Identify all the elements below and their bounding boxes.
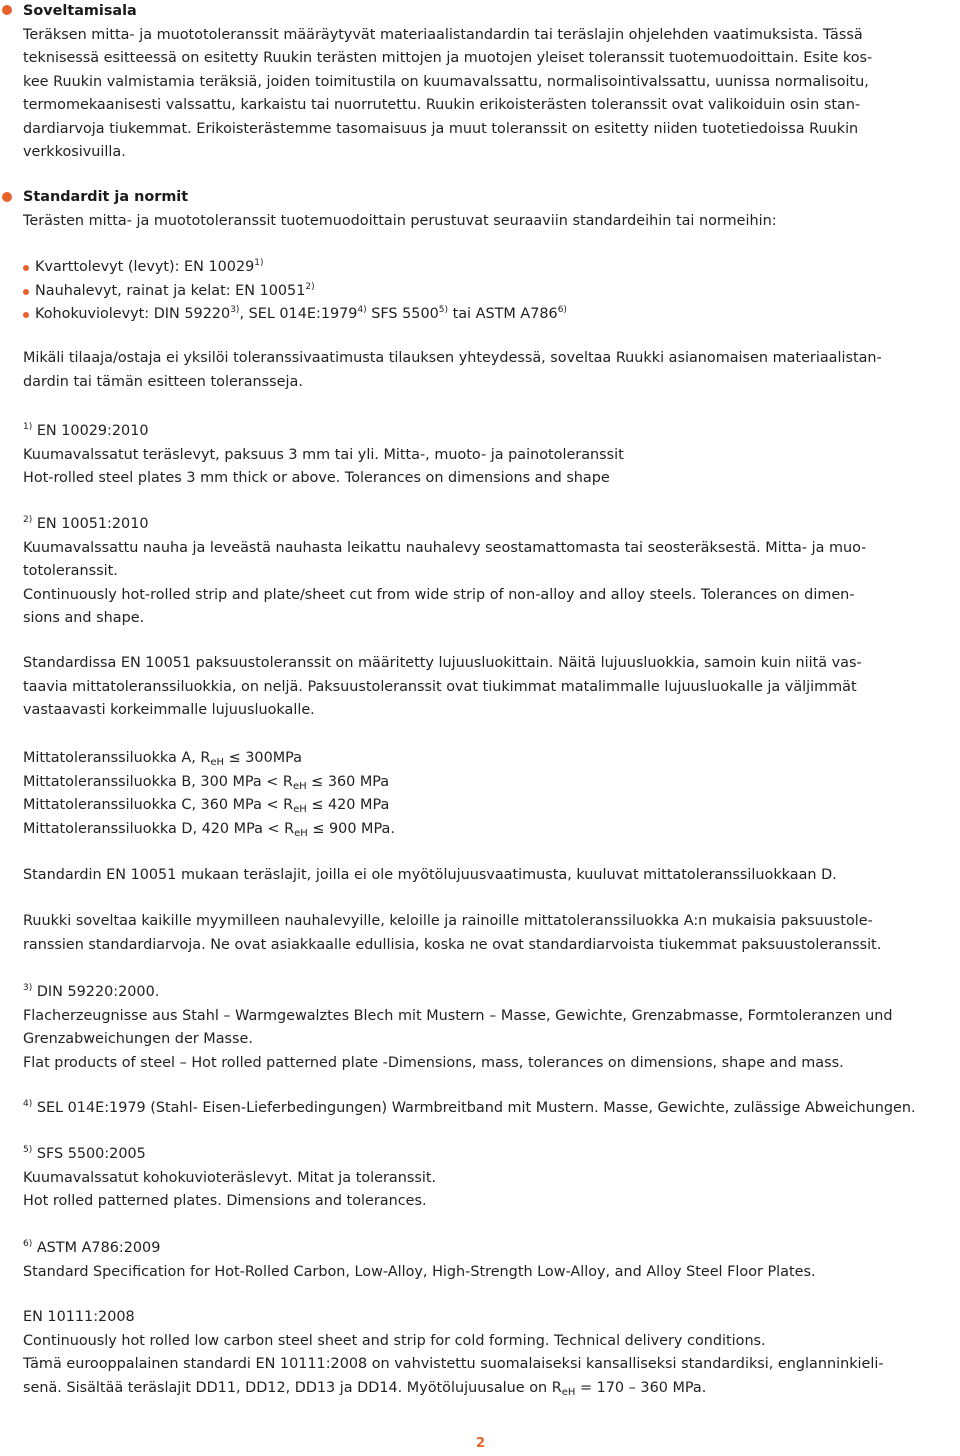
tolerance-class-d: Mittatoleranssiluokka D, 420 MPa < $R_{eH} \le 900$ MPa. bbox=[23, 820, 395, 839]
ruukki-paragraph: Ruukki soveltaa kaikille myymilleen nauhalevyille, keloille ja rainoille mittatoleranssiluokka A:n mukaisia paksuustole- ranssien standardiarvoja. Ne ovat asiakkaalle edullisia, koska ne ovat standardiarvoista tiukemmat paksuustoleranssit. bbox=[23, 913, 882, 953]
footnote-title: $^{1)}$ EN 10029:2010 bbox=[23, 422, 149, 439]
bullet-icon bbox=[23, 312, 29, 318]
footnote-title: $^{4)}$ SEL 014E:1979 (Stahl- Eisen-Lieferbedingungen) Warmbreitband mit Mustern. Masse, Gewichte, zulässige Abweichungen. bbox=[23, 1099, 916, 1116]
footnote-3: $^{3)}$ DIN 59220:2000. Flacherzeugnisse aus Stahl – Warmgewalztes Blech mit Mustern – Masse, Gewichte, Grenzabmasse, Formtoleranzen und Grenzabweichungen der Masse. Flat products of steel – Hot rolled patterned plate -Dimensions, mass, tolerances on dimensions, shape and mass. bbox=[23, 981, 958, 1075]
tolerance-class-a: Mittatoleranssiluokka A, $R_{eH} \le 300MPa$ bbox=[23, 750, 303, 768]
footnote-title: $^{3)}$ DIN 59220:2000. bbox=[23, 983, 160, 1000]
paragraph-line: verkkosivuilla. bbox=[23, 144, 126, 160]
footnote-title: $^{5)}$ SFS 5500:2005 bbox=[23, 1145, 146, 1162]
paragraph-line: termomekaanisesti valssattu, karkaistu tai nuorrutettu. Ruukin erikoisterästen toleranssit ovat valikoiduin osin stan- bbox=[23, 97, 861, 113]
footnote-title: $^{2)}$ EN 10051:2010 bbox=[23, 515, 149, 532]
standards-list bbox=[23, 256, 567, 327]
footnote-1: $^{1)}$ EN 10029:2010 Kuumavalssatut teräslevyt, paksuus 3 mm tai yli. Mitta-, muoto- ja painotoleranssit Hot-rolled steel plates 3 mm thick or above. Tolerances on dimensions and shape bbox=[23, 420, 958, 491]
list-item: Nauhalevyt, rainat ja kelat: EN 10051$^{2)}$ bbox=[23, 280, 567, 304]
footnote-5: $^{5)}$ SFS 5500:2005 Kuumavalssatut kohokuvioteräslevyt. Mitat ja toleranssit. Hot rolled patterned plates. Dimensions and tolerances. bbox=[23, 1143, 958, 1214]
tolerance-class-b: Mittatoleranssiluokka B, 300 MPa < $R_{eH} \le 360$ MPa bbox=[23, 773, 390, 792]
bullet-icon bbox=[23, 265, 29, 271]
thickness-paragraph: Standardissa EN 10051 paksuustoleranssit on määritetty lujuusluokittain. Näitä lujuusluokkia, samoin kuin niitä vas- taavia mittatoleranssiluokkia, on neljä. Paksuustoleranssit ovat tiukimmat matalimmalle lujuusluokalle ja väljimmät vastaavasti korkeimmalle lujuusluokalle. bbox=[23, 655, 862, 718]
footnote-title: $^{6)}$ ASTM A786:2009 bbox=[23, 1239, 161, 1256]
footnote-4 bbox=[23, 1097, 958, 1121]
footnote-6: $^{6)}$ ASTM A786:2009 Standard Specification for Hot-Rolled Carbon, Low-Alloy, High-Strength Low-Alloy, and Alloy Steel Floor Plates. bbox=[23, 1237, 958, 1284]
list-item: Kvarttolevyt (levyt): EN 10029$^{1)}$ bbox=[23, 256, 567, 280]
section-standardit bbox=[23, 186, 958, 233]
section-heading: Standardit ja normit bbox=[23, 189, 189, 205]
list-item: Kohokuviolevyt: DIN 59220$^{3)}$, SEL 014E:1979$^{4)}$ SFS 5500$^{5)}$ tai ASTM A786$^{6)}$ bbox=[23, 303, 567, 327]
tolerance-class-c: Mittatoleranssiluokka C, 360 MPa < $R_{eH} \le 420$ MPa bbox=[23, 797, 390, 815]
paragraph-line: Teräksen mitta- ja muototoleranssit määräytyvät materiaalistandardin tai teräslajin ohjelehden vaatimuksista. Tässä bbox=[23, 26, 863, 43]
paragraph-line: teknisessä esitteessä on esitetty Ruukin terästen mittojen ja muotojen yleiset toleranssit tuotemuodoittain. Esite kos- bbox=[23, 50, 873, 66]
paragraph: Standardin EN 10051 mukaan teräslajit, joilla ei ole myötölujuusvaatimusta, kuuluvat mittatoleranssiluokkaan D. bbox=[23, 867, 837, 883]
bullet-icon bbox=[23, 289, 29, 295]
en10111-title: EN 10111:2008 bbox=[23, 1309, 135, 1325]
section-bullet-icon bbox=[2, 192, 12, 202]
en10111-block: EN 10111:2008 Continuously hot rolled low carbon steel sheet and strip for cold forming. Technical delivery conditions. Tämä eurooppalainen standardi EN 10111:2008 on vahvistettu suomalaiseksi kansalliseksi standardiksi, englanninkieli- senä. Sisältää teräslajit DD11, DD12, DD13 ja DD14. Myötölujuusalue on $R_{eH} = 170 - 360$ MPa. bbox=[23, 1306, 958, 1400]
en10111-last-line: senä. Sisältää teräslajit DD11, DD12, DD13 ja DD14. Myötölujuusalue on $R_{eH} = 170 - 360$ MPa. bbox=[23, 1379, 707, 1398]
note-paragraph: Mikäli tilaaja/ostaja ei yksilöi toleranssivaatimusta tilauksen yhteydessä, soveltaa Ruukki asianomaisen materiaalistan- dardin tai tämän esitteen toleransseja. bbox=[23, 350, 882, 390]
footnote-2: $^{2)}$ EN 10051:2010 Kuumavalssattu nauha ja leveästä nauhasta leikattu nauhalevy seostamattomasta tai seosteräksestä. Mitta- ja muo- totoleranssit. Continuously hot-rolled strip and plate/sheet cut from wide strip of non-alloy and alloy steels. Tolerances on dimen- sions and shape. bbox=[23, 513, 958, 631]
section-heading: Soveltamisala bbox=[23, 3, 137, 19]
page-number: 2 bbox=[476, 1436, 486, 1451]
paragraph-line: Terästen mitta- ja muototoleranssit tuotemuodoittain perustuvat seuraaviin standardeihin tai normeihin: bbox=[23, 212, 777, 229]
paragraph-line: dardiarvoja tiukemmat. Erikoisterästemme tasomaisuus ja muut toleranssit on esitetty niiden tuotetiedoissa Ruukin bbox=[23, 120, 859, 137]
paragraph-line: kee Ruukin valmistamia teräksiä, joiden toimitustila on kuumavalssattu, normalisointivalssattu, uunissa normalisoitu, bbox=[23, 73, 869, 90]
section-soveltamisala bbox=[23, 0, 958, 165]
section-bullet-icon bbox=[2, 5, 12, 15]
tolerance-classes bbox=[23, 747, 958, 841]
